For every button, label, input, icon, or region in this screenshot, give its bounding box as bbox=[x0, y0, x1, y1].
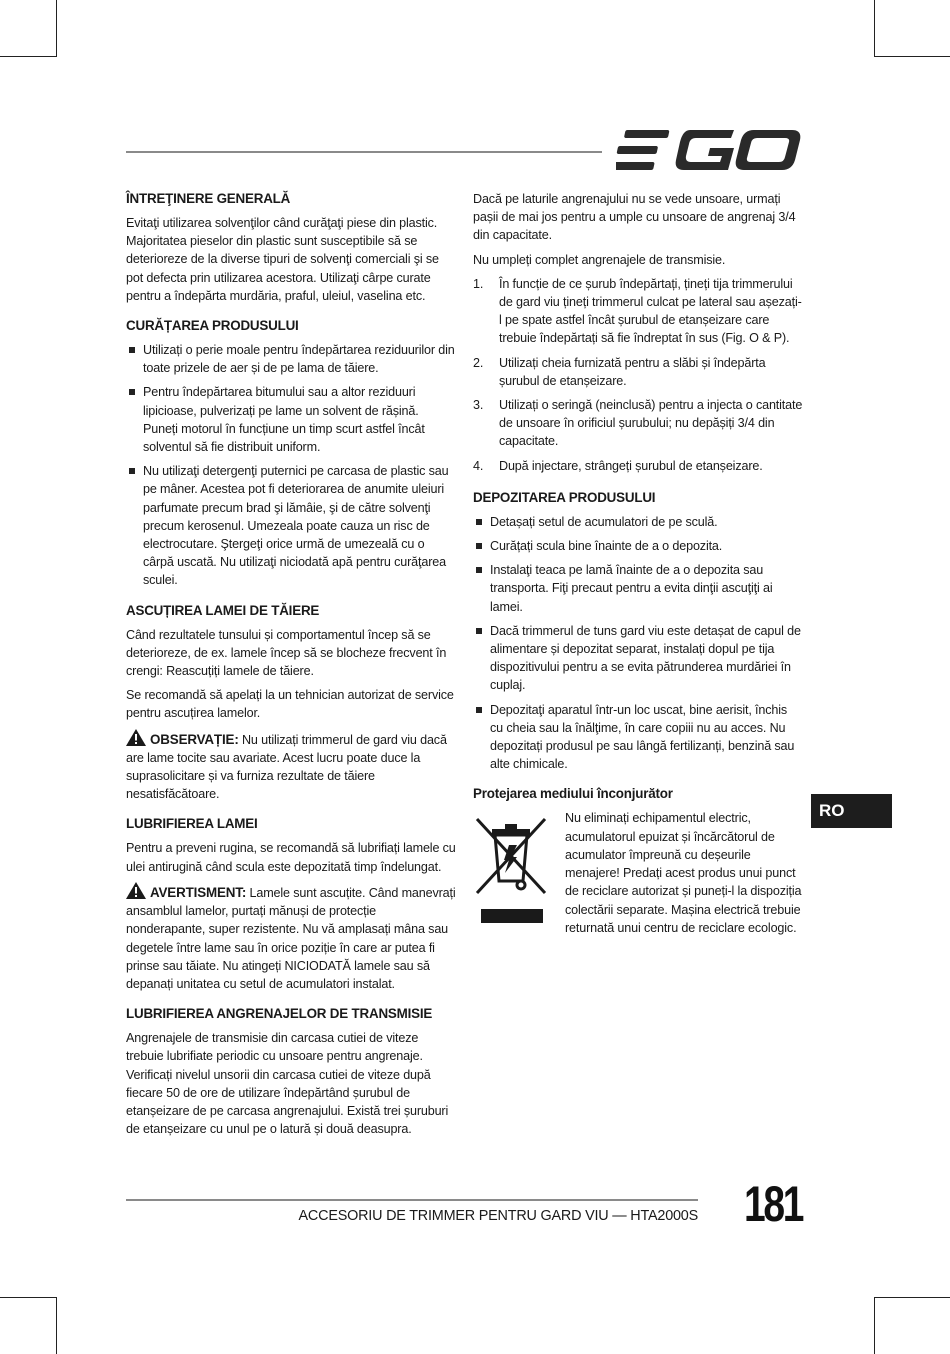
step-number: 3. bbox=[473, 398, 484, 413]
section-gear-lubrication bbox=[126, 1005, 456, 1138]
footer-title: ACCESORIU DE TRIMMER PENTRU GARD VIU — HTA2000S bbox=[298, 1208, 698, 1224]
crop-mark bbox=[56, 1297, 57, 1354]
section-sharpening bbox=[126, 602, 456, 804]
bullet-list bbox=[473, 513, 803, 774]
environment-block bbox=[473, 809, 803, 936]
left-column bbox=[126, 190, 456, 1150]
section-general-maintenance bbox=[126, 190, 456, 305]
list-item: Instalaţi teaca pe lamă înainte de a o depozita sau transporta. Fiţi precaut pentru a evita dinţii ascuţiţi ai lamei. bbox=[473, 561, 803, 616]
warning-triangle-icon bbox=[126, 882, 146, 899]
section-title: DEPOZITAREA PRODUSULUI bbox=[473, 489, 656, 505]
section-blade-lubrication bbox=[126, 815, 456, 993]
language-tab: RO bbox=[811, 794, 892, 828]
step-item bbox=[473, 396, 803, 451]
warning-label: AVERTISMENT: bbox=[150, 884, 247, 900]
crop-mark bbox=[0, 56, 57, 57]
list-item: Depozitaţi aparatul într-un loc uscat, bine aerisit, închis cu cheia sau la înălţime, în care copiii nu au acces. Nu depozitați produsul pe sau lângă fertilizanți, benzină sau alte chimicale. bbox=[473, 701, 803, 774]
step-item bbox=[473, 275, 803, 348]
crop-mark bbox=[874, 1297, 875, 1354]
list-item: Utilizați o perie moale pentru îndepărtarea reziduurilor din toate prizele de aer și de pe lama de tăiere. bbox=[126, 341, 456, 377]
step-number: 2. bbox=[473, 355, 484, 370]
note-text: Nu utilizați trimmerul de gard viu dacă are lame tocite sau avariate. Acest lucru poate duce la suprasolicitare și va furniza rezultate de tăiere nesatisfăcătoare. bbox=[126, 732, 447, 802]
step-item bbox=[473, 457, 803, 475]
crop-mark bbox=[874, 1297, 950, 1298]
warning-triangle-icon bbox=[126, 729, 146, 746]
header-rule bbox=[126, 151, 602, 153]
section-title: LUBRIFIEREA LAMEI bbox=[126, 816, 258, 832]
crop-mark bbox=[874, 0, 875, 57]
crop-mark bbox=[56, 0, 57, 57]
list-item: Pentru îndepărtarea bitumului sau a altor reziduuri lipicioase, pulverizați pe lame un solvent de rășină. Puneți motorul în funcțiune un timp scurt astfel încât solventul să fie distribuit uniform. bbox=[126, 383, 456, 456]
section-environment bbox=[473, 785, 803, 936]
section-storage bbox=[473, 489, 803, 774]
section-title: ASCUȚIREA LAMEI DE TĂIERE bbox=[126, 602, 320, 618]
environment-text: Nu eliminați echipamentul electric, acumulatorul epuizat și încărcătorul de acumulator împreună cu deșeurile menajere! Predați acest produs unui punct de reciclare autorizat și puneți-l la dispoziția colectării separate. Mașina electrică trebuie returnată unui centru de reciclare ecologic. bbox=[565, 811, 802, 935]
warning-text: Lamele sunt ascuțite. Când manevrați ansamblul lamelor, purtați mănuși de protecție nonderapante, super rezistente. Nu vă amplasați mâna sau degetele între lame sau în orice poziție în care ar putea fi prinse sau tăiate. Nu atingeți NICIODATĂ lamele sau să depanați unitatea cu setul de acumulatori instalat. bbox=[126, 885, 456, 991]
step-text: După injectare, strângeți șurubul de etanșeizare. bbox=[499, 458, 763, 473]
step-number: 4. bbox=[473, 458, 484, 473]
note-label: OBSERVAȚIE: bbox=[150, 731, 239, 747]
ego-logo bbox=[616, 128, 802, 172]
step-text: Utilizați o seringă (neinclusă) pentru a injecta o cantitate de unsoare în orificiul șurubului; nu depășiți 3/4 din capacitate. bbox=[499, 398, 803, 449]
paragraph: Se recomandă să apelați la un tehnician autorizat de service pentru ascuțirea lamelor. bbox=[126, 688, 454, 721]
step-text: Utilizați cheia furnizată pentru a slăbi și îndepărta șurubul de etanșeizare. bbox=[499, 355, 766, 388]
step-number: 1. bbox=[473, 276, 484, 291]
list-item: Detașați setul de acumulatori de pe sculă. bbox=[473, 513, 803, 531]
section-cleaning bbox=[126, 317, 456, 590]
list-item: Nu utilizaţi detergenţi puternici pe carcasa de plastic sau pe mâner. Acestea pot fi deteriorarea de anumite uleiuri parfumate precum brad şi lămâie, şi de către solvenţi precum kerosenul. Umezeala poate cauza un risc de electrocutare. Ştergeţi orice urmă de umezeală cu o cârpă uscată. Nu utilizaţi niciodată apă pentru curăţarea sculei. bbox=[126, 462, 456, 589]
note-paragraph bbox=[126, 729, 456, 804]
section-title: Protejarea mediului înconjurător bbox=[473, 786, 673, 802]
list-item: Dacă trimmerul de tuns gard viu este detașat de capul de alimentare și depozitat separat, instalați dopul pe tija dispozitivului pentru a se evita pătrunderea murdăriei în cuplaj. bbox=[473, 622, 803, 695]
warning-paragraph bbox=[126, 882, 456, 993]
right-column bbox=[473, 190, 803, 949]
numbered-steps bbox=[473, 275, 803, 475]
section-title: CURĂȚAREA PRODUSULUI bbox=[126, 318, 299, 334]
crop-mark bbox=[0, 1297, 57, 1298]
paragraph: Când rezultatele tunsului și comportamentul încep să se deterioreze, de ex. lamele încep să se blocheze frecvent în crengi: Reascuțiți lamele de tăiere. bbox=[126, 627, 447, 679]
paragraph: Evitaţi utilizarea solvenţilor când curăţaţi piese din plastic. Majoritatea pieselor din plastic sunt susceptibile să se deterioreze de la diverse tipuri de solvenţi comerciali şi se pot defecta prin utilizarea acestora. Utilizaţi cârpe curate pentru a îndepărta murdăria, praful, uleiul, vaselina etc. bbox=[126, 216, 439, 303]
step-item bbox=[473, 354, 803, 390]
paragraph: Pentru a preveni rugina, se recomandă să lubrifiați lamele cu ulei antirugină când scula este depozitată timp îndelungat. bbox=[126, 841, 456, 874]
list-item: Curățați scula bine înainte de a o depozita. bbox=[473, 537, 803, 555]
paragraph: Dacă pe laturile angrenajului nu se vede unsoare, urmați pașii de mai jos pentru a umple cu unsoare de angrenaj 3/4 din capacitate. bbox=[473, 192, 796, 243]
section-title: LUBRIFIEREA ANGRENAJELOR DE TRANSMISIE bbox=[126, 1006, 433, 1022]
crossed-out-wheelie-bin-icon bbox=[473, 813, 549, 923]
footer-rule bbox=[126, 1199, 698, 1201]
bullet-list bbox=[126, 341, 456, 590]
paragraph: Nu umpleți complet angrenajele de transmisie. bbox=[473, 252, 726, 267]
page-number: 181 bbox=[744, 1176, 803, 1232]
crop-mark bbox=[874, 56, 950, 57]
paragraph: Angrenajele de transmisie din carcasa cutiei de viteze trebuie lubrifiate periodic cu unsoare pentru angrenaje. Verificați nivelul unsorii din carcasa cutiei de viteze după fiecare 50 de ore de utilizare îndepărtând șurubul de etanșeizare de pe carcasa angrenajului. Există trei șuruburi de etanșeizare cu unul pe o latură și două deasupra. bbox=[126, 1031, 449, 1137]
step-text: În funcție de ce șurub îndepărtați, țineți tija trimmerului de gard viu țineți trimmerul culcat pe lateral sau așezați-l pe spate astfel încât șurubul de etanșeizare care trebuie îndepărtați să fie îndreptat în sus (Fig. O & P). bbox=[499, 276, 802, 346]
section-title: ÎNTREŢINERE GENERALĂ bbox=[126, 191, 291, 206]
